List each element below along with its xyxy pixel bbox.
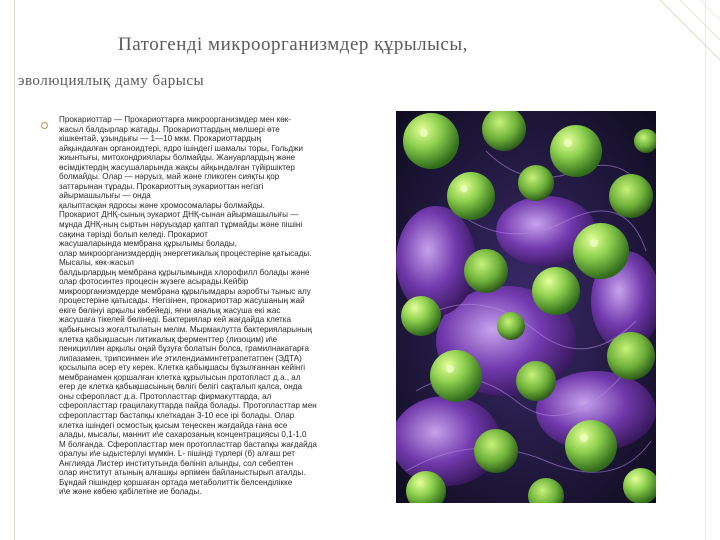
left-border-line — [14, 0, 15, 540]
slide-title — [18, 26, 658, 100]
title-line-2: эволюциялық даму барысы — [18, 73, 205, 89]
bacteria-micrograph — [396, 111, 656, 503]
bullet-icon — [41, 122, 48, 129]
title-line-1: Патогенді микроорганизмдер құрылысы, — [118, 34, 468, 55]
body-text: Прокариоттар — Прокариоттарға микроорганизмдер мен көк- жасыл балдырлар жатады. Прокариоттардың мөлшері өте кішкентай, ұзындығы — 1—10 мкм. Прокариоттардың айқындалған органоидтері, ядро ішіндегі шамалы торы, Гольджи жиынтығы, митохондриялары болмайды. Жануарлардың және өсімдіктердің жасушаларында жақсы айқындалған түйіршіктер болмайды. Олар — нәруыз, май және гликоген сияқты қор заттарынан тұрады. Прокариоттың эукариоттан негізгі айырмашылығы — онда қалыптасқан ядросы және хромосомалары болмайды. Прокариот ДНҚ-сының эукариот ДНҚ-сынан айырмашылығы — мұнда ДНҚ-ның сыртын нәруыздар қаптап тұрмайды және пішіні сақина тәрізді болып келеді. Прокариот жасушаларында мембрана құрылымы болады, олар микроорганизмдердің энергетикалық процестеріне қатысады. Мысалы, көк-жасыл балдырлардың мембрана құрылымында хлорофилл болады және олар фотосинтез процесін жүзеге асырады.Кейбір микроорганизмдерде мембрана құрылымдары аэробты тыныс алу процестеріне қатысады. Негізінен, прокариоттар жасушаның жай екіге бөлінуі арқылы көбейеді, яғни аналық жасуша екі жас жасушаға тікелей бөлінеді. Бактериялар кей жағдайда клетка қабығынсыз жоғалтылатын мелім. Мырмаклутта бактерияларының клетка қабықшасын литикалық ферменттер (лизоцим) и\е пенициллин арқылы оңай бұзуға болатын болса, грамилнакатарға липазамен, трипсинмен и\е этилендиаминтетрапетатпен (ЭДТА) қосылыпа әсер ету керек. Клетка қабықшасы бұзылғаннан кейінгі мембранамен қоршалған клетка құрылысын протопласт д.а., ал егер де клетка қабықшасының бөлігі белігі сақталып қалса, онда оны сферопласт д.а. Протопласттар фирмакуттарда, ал сферопласттар грацилакуттарда пайда болады. Протопласттар мен сферопласттар бастапқы клеткадан 3-10 есе ірі болады. Олар клетка ішіндегі осмостық қысым теңескен жағдайда ғана өсе алады, мысалы, маннит и\е сахарозаның концентрациясы 0,1-1,0 М болғанда. Сферопласттар мен протопласттар бастапқы жағдайда оралуы и\е ыдыстерлуі мүмкін. L- пішінді түрлері (б) алғаш рет Англияда Листер институтында бөлініп алынды, сол себептен олар институт атының алғашқы әрпімен байланыстырып аталды. Бұндай пішіндер қоршаған ортада метаболиттік белсенділікке и\е және көбею қабілетіне ие болады. — [59, 115, 317, 497]
right-border-line — [705, 0, 706, 540]
